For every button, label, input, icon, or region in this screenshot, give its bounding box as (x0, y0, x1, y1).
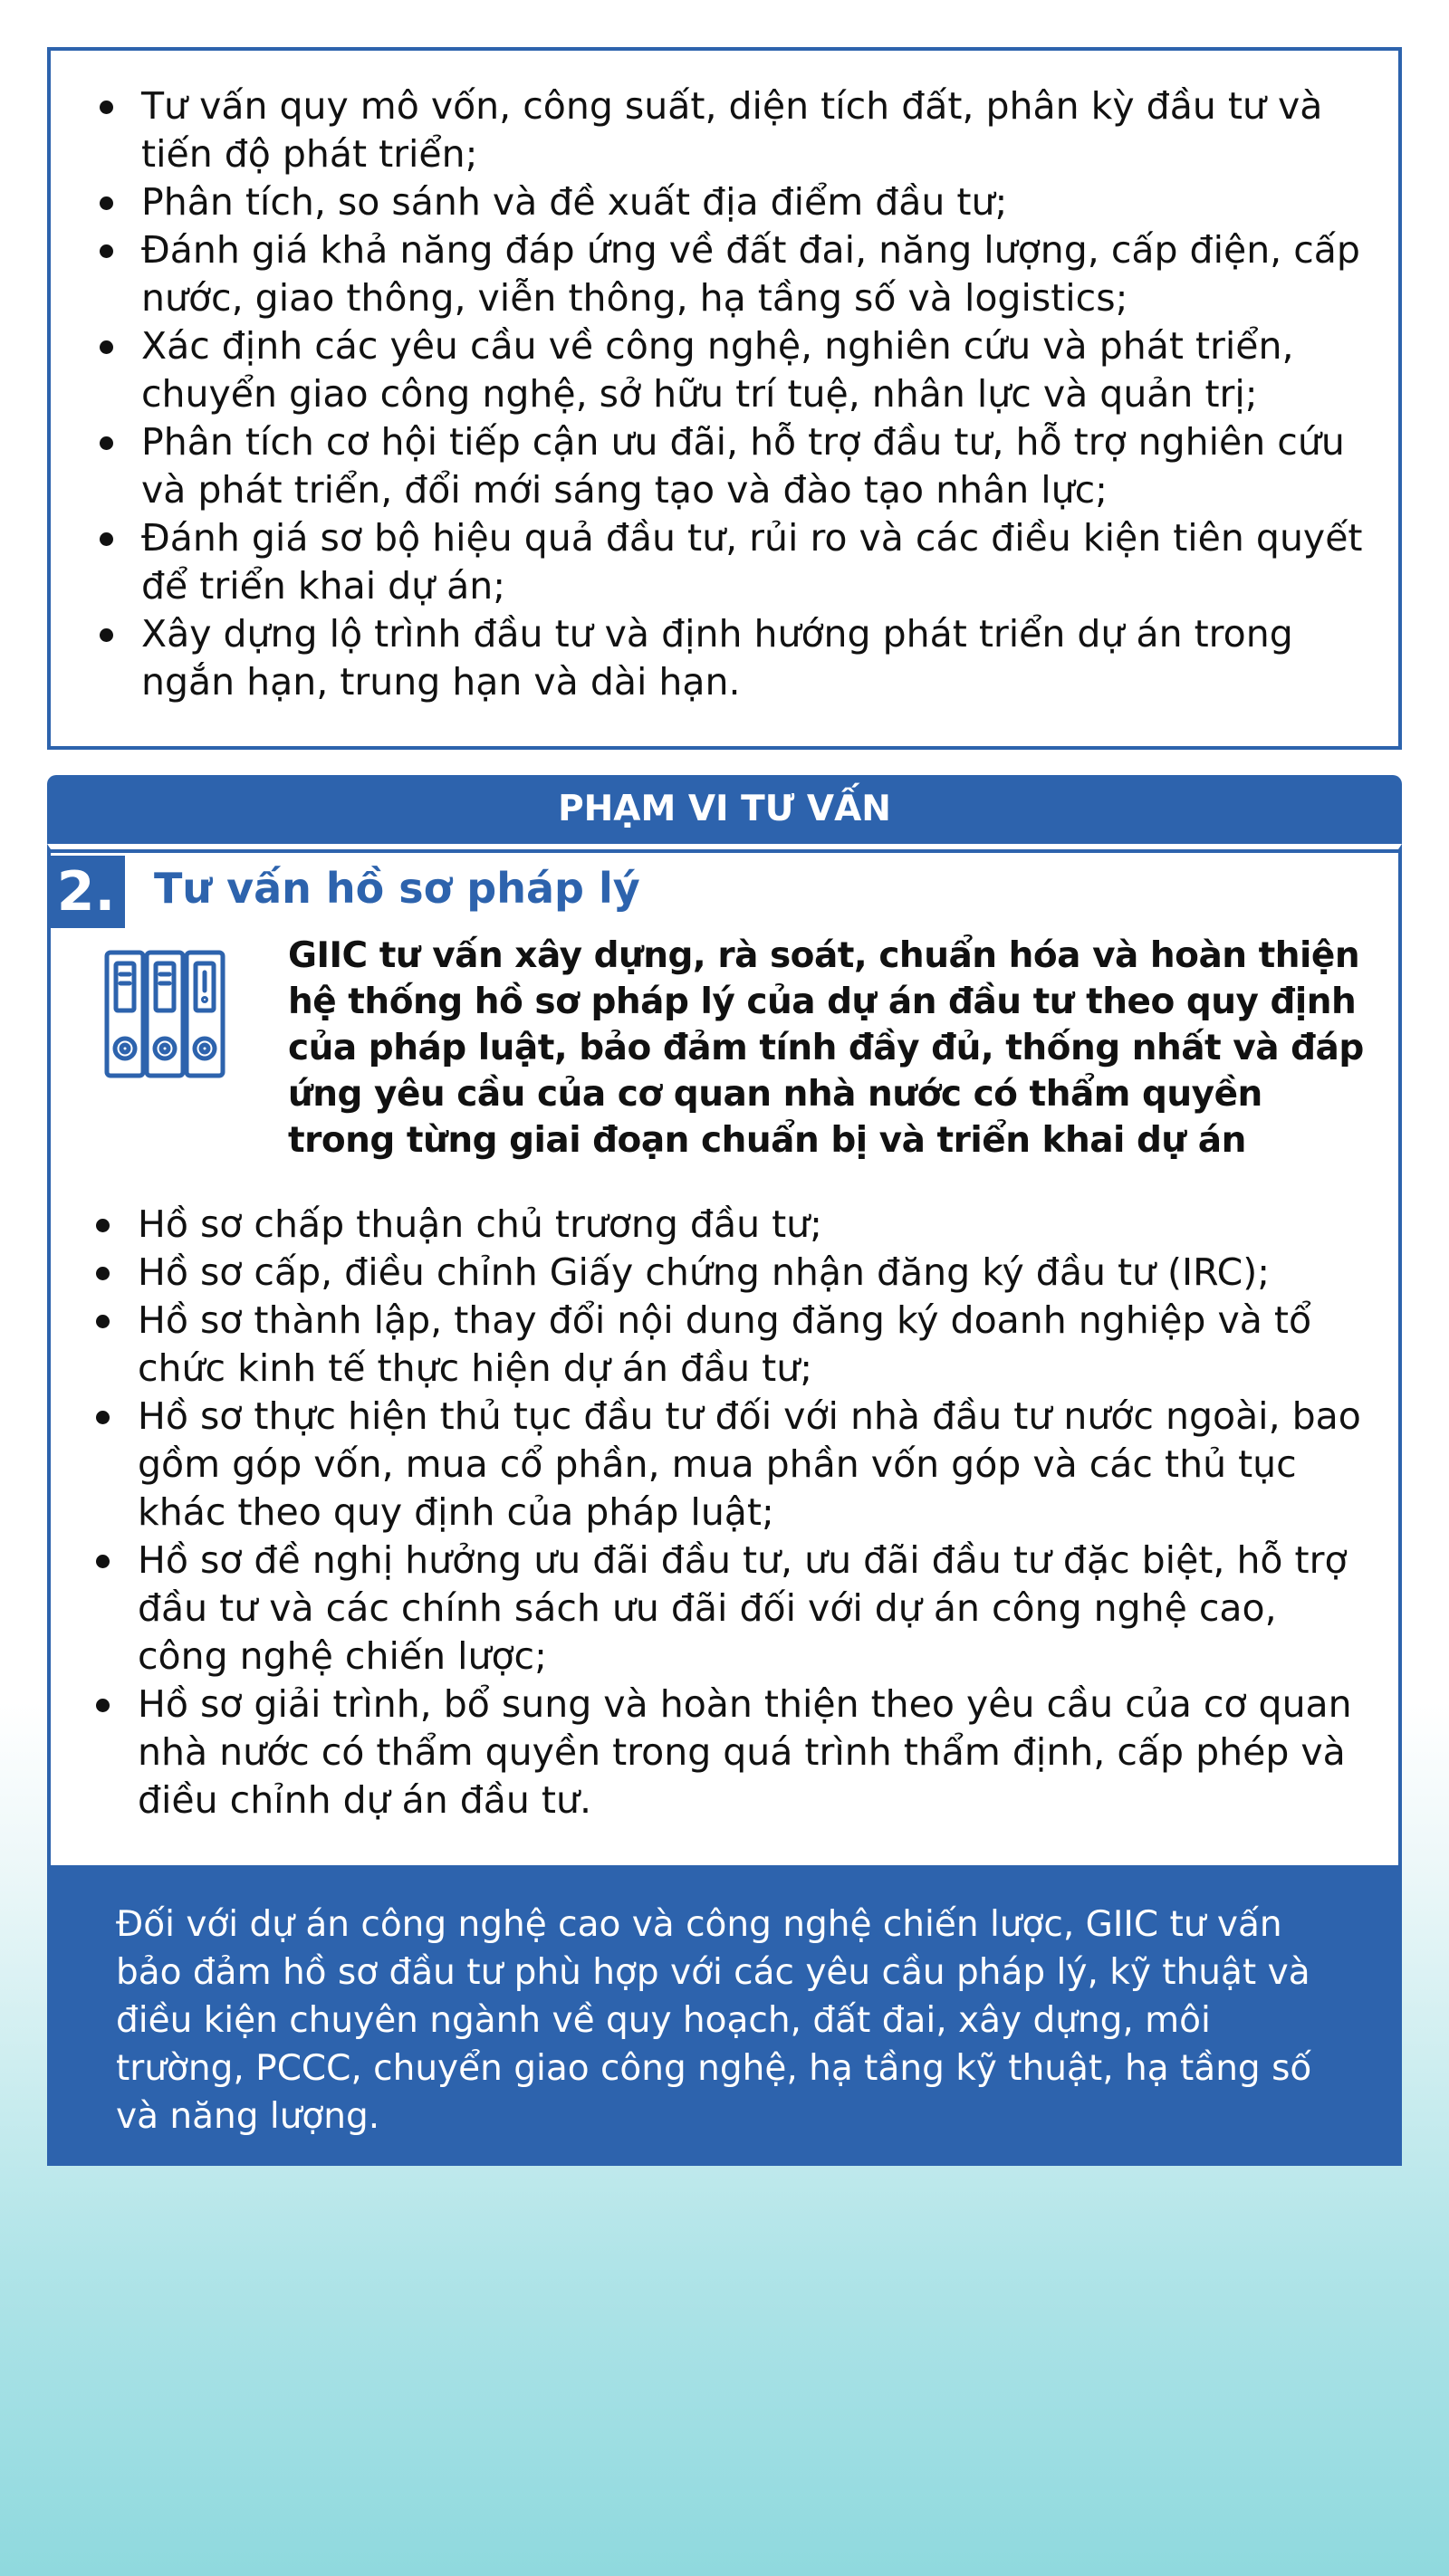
legal-documents-list (47, 1201, 1402, 1824)
list-item: Phân tích, so sánh và đề xuất địa điểm đầu tư; (51, 178, 1398, 226)
section-title: Tư vấn hồ sơ pháp lý (154, 864, 640, 913)
scope-banner: PHẠM VI TƯ VẤN (47, 775, 1402, 844)
list-item: Hồ sơ thực hiện thủ tục đầu tư đối với nhà đầu tư nước ngoài, bao gồm góp vốn, mua cổ phần, mua phần vốn góp và các thủ tục khác theo quy định của pháp luật; (47, 1393, 1402, 1537)
list-item: Đánh giá sơ bộ hiệu quả đầu tư, rủi ro và các điều kiện tiên quyết để triển khai dự án; (51, 514, 1398, 610)
list-item: Hồ sơ cấp, điều chỉnh Giấy chứng nhận đăng ký đầu tư (IRC); (47, 1249, 1402, 1297)
list-item: Hồ sơ đề nghị hưởng ưu đãi đầu tư, ưu đãi đầu tư đặc biệt, hỗ trợ đầu tư và các chính sách ưu đãi đối với dự án công nghệ cao, công nghệ chiến lược; (47, 1537, 1402, 1681)
list-item: Hồ sơ thành lập, thay đổi nội dung đăng ký doanh nghiệp và tổ chức kinh tế thực hiện dự án đầu tư; (47, 1297, 1402, 1393)
investment-consulting-list (51, 82, 1398, 706)
list-item: Tư vấn quy mô vốn, công suất, diện tích đất, phân kỳ đầu tư và tiến độ phát triển; (51, 82, 1398, 178)
list-item: Phân tích cơ hội tiếp cận ưu đãi, hỗ trợ đầu tư, hỗ trợ nghiên cứu và phát triển, đổi mới sáng tạo và đào tạo nhân lực; (51, 418, 1398, 514)
section-intro: GIIC tư vấn xây dựng, rà soát, chuẩn hóa và hoàn thiện hệ thống hồ sơ pháp lý của dự án đầu tư theo quy định của pháp luật, bảo đảm tính đầy đủ, thống nhất và đáp ứng yêu cầu của cơ quan nhà nước có thẩm quyền trong từng giai đoạn chuẩn bị và triển khai dự án (288, 935, 1364, 1161)
investment-consulting-card (47, 47, 1402, 750)
section-number: 2. (47, 856, 125, 928)
list-item: Xác định các yêu cầu về công nghệ, nghiên cứu và phát triển, chuyển giao công nghệ, sở hữu trí tuệ, nhân lực và quản trị; (51, 322, 1398, 418)
list-item: Hồ sơ giải trình, bổ sung và hoàn thiện theo yêu cầu của cơ quan nhà nước có thẩm quyền trong quá trình thẩm định, cấp phép và điều chỉnh dự án đầu tư. (47, 1681, 1402, 1824)
binder-folders-icon (101, 947, 228, 1081)
list-item: Đánh giá khả năng đáp ứng về đất đai, năng lượng, cấp điện, cấp nước, giao thông, viễn thông, hạ tầng số và logistics; (51, 226, 1398, 322)
list-item: Xây dựng lộ trình đầu tư và định hướng phát triển dự án trong ngắn hạn, trung hạn và dài hạn. (51, 610, 1398, 706)
list-item: Hồ sơ chấp thuận chủ trương đầu tư; (47, 1201, 1402, 1249)
legal-documents-list-wrap (47, 1201, 1402, 1824)
high-tech-note: Đối với dự án công nghệ cao và công nghệ chiến lược, GIIC tư vấn bảo đảm hồ sơ đầu tư phù hợp với các yêu cầu pháp lý, kỹ thuật và điều kiện chuyên ngành về quy hoạch, đất đai, xây dựng, môi trường, PCCC, chuyển giao công nghệ, hạ tầng kỹ thuật, hạ tầng số và năng lượng. (47, 1865, 1402, 2166)
